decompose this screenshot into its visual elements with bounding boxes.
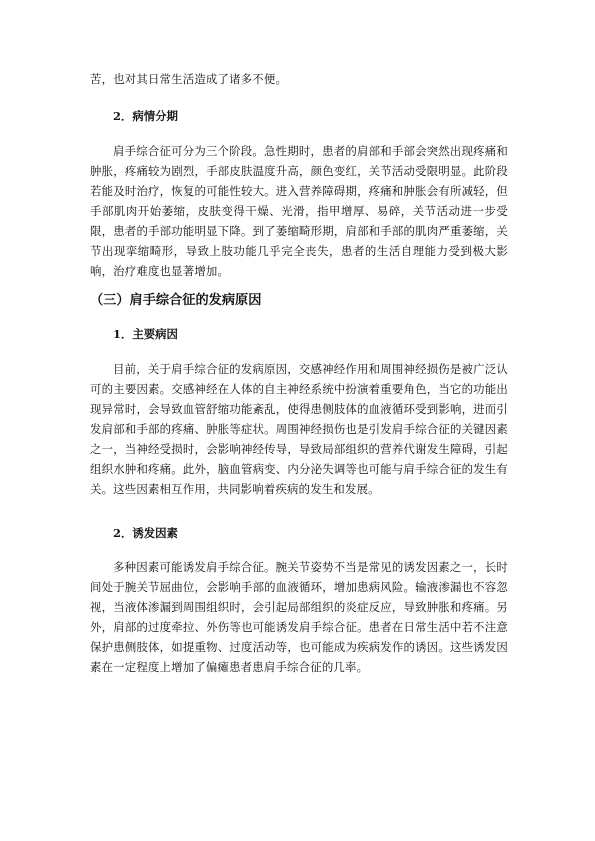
chapter-title: （三）肩手综合征的发病原因	[90, 293, 262, 308]
section-2-heading-block	[90, 106, 508, 126]
trigger-title: 2．诱发因素	[113, 526, 178, 540]
chapter-heading-block	[90, 290, 508, 312]
section-2-paragraph: 肩手综合征可分为三个阶段。急性期时，患者的肩部和手部会突然出现疼痛和肿胀，疼痛较为剧烈，手部皮肤温度升高，颜色变红，关节活动受限明显。此阶段若能及时治疗，恢复的可能性较大。进入营养障碍期，疼痛和肿胀会有所减轻，但手部肌肉开始萎缩，皮肤变得干燥、光滑，指甲增厚、易碎，关节活动进一步受限，患者的手部功能明显下降。到了萎缩畸形期，肩部和手部的肌肉严重萎缩，关节出现挛缩畸形，导致上肢功能几乎完全丧失，患者的生活自理能力受到极大影响，治疗难度也显著增加。	[90, 144, 508, 278]
section-2-body-block	[90, 141, 508, 281]
trigger-body-block	[90, 557, 508, 677]
continuation-block	[90, 69, 508, 89]
section-2-title: 2．病情分期	[113, 109, 178, 123]
continuation-paragraph: 苦，也对其日常生活造成了诸多不便。	[90, 72, 288, 86]
trigger-paragraph: 多种因素可能诱发肩手综合征。腕关节姿势不当是常见的诱发因素之一，长时间处于腕关节屈曲位，会影响手部的血液循环，增加患病风险。输液渗漏也不容忽视，当液体渗漏到周围组织时，会引起局部组织的炎症反应，导致肿胀和疼痛。另外，肩部的过度牵拉、外伤等也可能诱发肩手综合征。患者在日常生活中若不注意保护患侧肢体，如提重物、过度活动等，也可能成为疾病发作的诱因。这些诱发因素在一定程度上增加了偏瘫患者患肩手综合征的几率。	[90, 560, 508, 674]
main-cause-title: 1．主要病因	[113, 327, 178, 341]
main-cause-heading-block	[90, 324, 508, 344]
main-cause-body-block	[90, 359, 508, 499]
main-cause-paragraph: 目前，关于肩手综合征的发病原因，交感神经作用和周围神经损伤是被广泛认可的主要因素。交感神经在人体的自主神经系统中扮演着重要角色，当它的功能出现异常时，会导致血管舒缩功能紊乱，使得患侧肢体的血液循环受到影响，进而引发肩部和手部的疼痛、肿胀等症状。周围神经损伤也是引发肩手综合征的关键因素之一，当神经受损时，会影响神经传导，导致局部组织的营养代谢发生障碍，引起组织水肿和疼痛。此外，脑血管病变、内分泌失调等也可能与肩手综合征的发生有关。这些因素相互作用，共同影响着疾病的发生和发展。	[90, 362, 508, 496]
trigger-heading-block	[90, 523, 508, 543]
